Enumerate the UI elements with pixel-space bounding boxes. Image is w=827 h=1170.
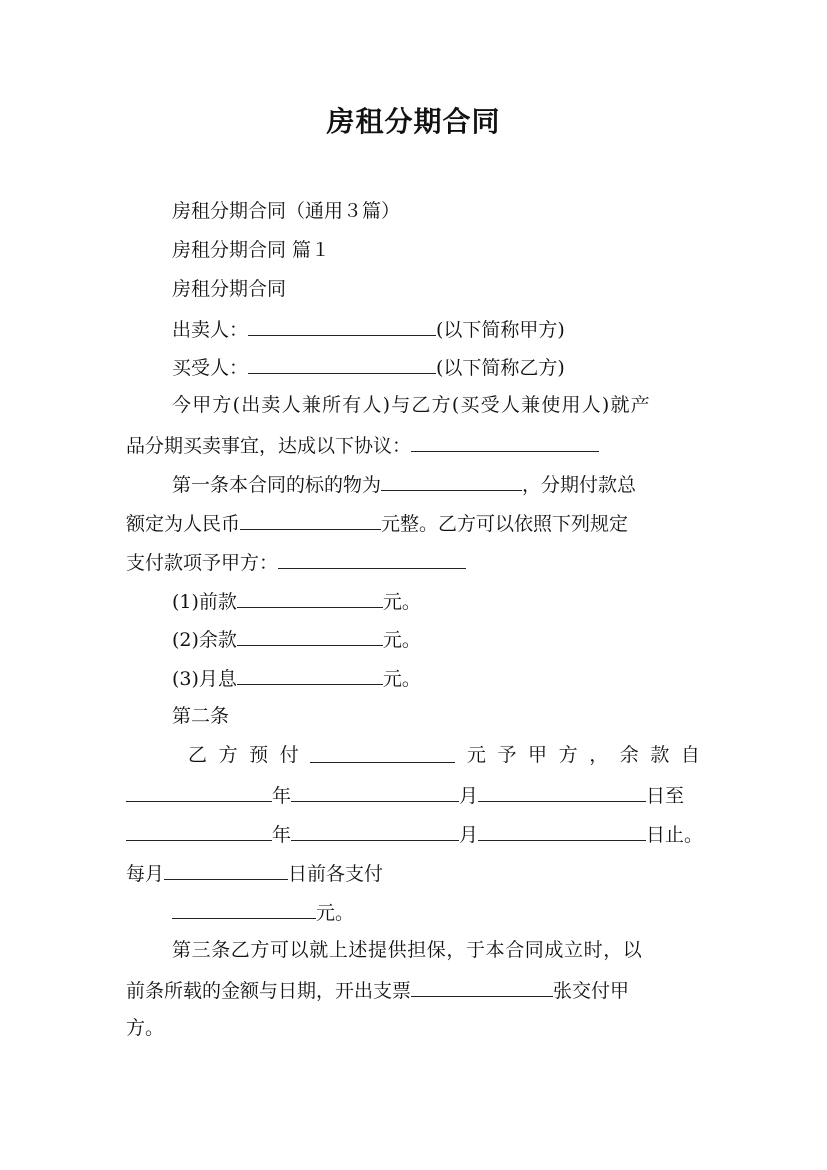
article2-word: ， — [589, 744, 609, 766]
monthly-pay-label: 日前各支付 — [288, 863, 384, 885]
year-label: 年 — [272, 824, 292, 846]
intro-blank[interactable] — [411, 431, 599, 452]
day-end-label: 日止。 — [646, 824, 704, 846]
seller-label: 出卖人： — [172, 319, 249, 341]
article2-line-2 — [126, 781, 684, 809]
article2-word: 余 — [619, 744, 639, 766]
end-day-blank[interactable] — [478, 820, 646, 841]
item-1-label: (1)前款 — [172, 591, 237, 613]
monthly-unit: 元。 — [316, 902, 355, 924]
article3-text-c: 张交付甲 — [553, 980, 630, 1002]
cheque-count-blank[interactable] — [411, 976, 553, 997]
payment-blank[interactable] — [278, 548, 466, 569]
item-3-label: (3)月息 — [172, 668, 237, 690]
buyer-suffix: (以下简称乙方) — [436, 357, 565, 379]
article2-line-5 — [172, 898, 354, 926]
subject-blank[interactable] — [381, 470, 522, 491]
article2-line-1 — [188, 742, 700, 768]
article2-heading: 第二条 — [172, 705, 230, 727]
article1-text-c: 额定为人民币 — [126, 513, 241, 535]
day-to-label: 日至 — [646, 785, 685, 807]
article2-word: 自 — [680, 744, 700, 766]
seller-suffix: (以下简称甲方) — [436, 319, 565, 341]
balance-blank[interactable] — [237, 625, 383, 646]
article2-word: 甲 — [528, 744, 548, 766]
contract-name: 房租分期合同 — [172, 278, 287, 300]
down-payment-blank[interactable] — [237, 587, 383, 608]
article3-line-2 — [126, 976, 629, 1004]
item-3-unit: 元。 — [382, 668, 421, 690]
prepay-blank[interactable] — [310, 742, 455, 763]
item-2-unit: 元。 — [382, 629, 421, 651]
monthly-label: 每月 — [126, 863, 165, 885]
start-day-blank[interactable] — [478, 781, 646, 802]
article1-line-3 — [126, 548, 466, 576]
article2-line-3 — [126, 820, 703, 848]
subtitle: 房租分期合同（通用３篇） — [172, 200, 401, 222]
item-2-line — [172, 625, 421, 653]
article3-line-3: 方。 — [126, 1017, 165, 1039]
start-year-blank[interactable] — [126, 781, 272, 802]
year-label: 年 — [272, 785, 292, 807]
section-heading: 房租分期合同 篇１ — [172, 239, 331, 261]
article2-word: 方 — [218, 744, 238, 766]
article1-line-2 — [126, 509, 628, 537]
month-label: 月 — [459, 785, 479, 807]
interest-blank[interactable] — [237, 664, 383, 685]
article2-word: 乙 — [188, 744, 208, 766]
seller-line — [172, 315, 565, 343]
article3-line-1: 第三条乙方可以就上述提供担保，于本合同成立时，以 — [172, 939, 643, 961]
article2-word: 款 — [650, 744, 670, 766]
article3-text-b: 前条所载的金额与日期，开出支票 — [126, 980, 412, 1002]
total-amount-blank[interactable] — [240, 509, 381, 530]
item-2-label: (2)余款 — [172, 629, 237, 651]
intro-line-2 — [126, 431, 599, 459]
buyer-line — [172, 353, 565, 381]
article2-word: 方 — [558, 744, 578, 766]
document-title: 房租分期合同 — [326, 105, 501, 138]
end-year-blank[interactable] — [126, 820, 272, 841]
seller-blank[interactable] — [248, 315, 436, 336]
article2-word: 预 — [249, 744, 269, 766]
month-label: 月 — [459, 824, 479, 846]
article1-text-b: ，分期付款总 — [522, 474, 637, 496]
article1-line-1 — [172, 470, 636, 498]
item-1-unit: 元。 — [382, 591, 421, 613]
article2-line-4 — [126, 859, 383, 887]
article1-text-a: 第一条本合同的标的物为 — [172, 474, 382, 496]
monthly-day-blank[interactable] — [164, 859, 288, 880]
start-month-blank[interactable] — [291, 781, 459, 802]
end-month-blank[interactable] — [291, 820, 459, 841]
buyer-label: 买受人： — [172, 357, 249, 379]
article2-word: 付 — [279, 744, 299, 766]
intro-line-1: 今甲方(出卖人兼所有人)与乙方(买受人兼使用人)就产 — [172, 394, 651, 416]
item-1-line — [172, 587, 421, 615]
monthly-amount-blank[interactable] — [172, 898, 316, 919]
buyer-blank[interactable] — [248, 353, 436, 374]
article1-text-e: 支付款项予甲方： — [126, 552, 279, 574]
item-3-line — [172, 664, 421, 692]
article2-word: 予 — [497, 744, 517, 766]
article2-word: 元 — [466, 744, 486, 766]
article1-text-d: 元整。乙方可以依照下列规定 — [381, 513, 629, 535]
intro-text-2: 品分期买卖事宜，达成以下协议： — [126, 435, 412, 457]
